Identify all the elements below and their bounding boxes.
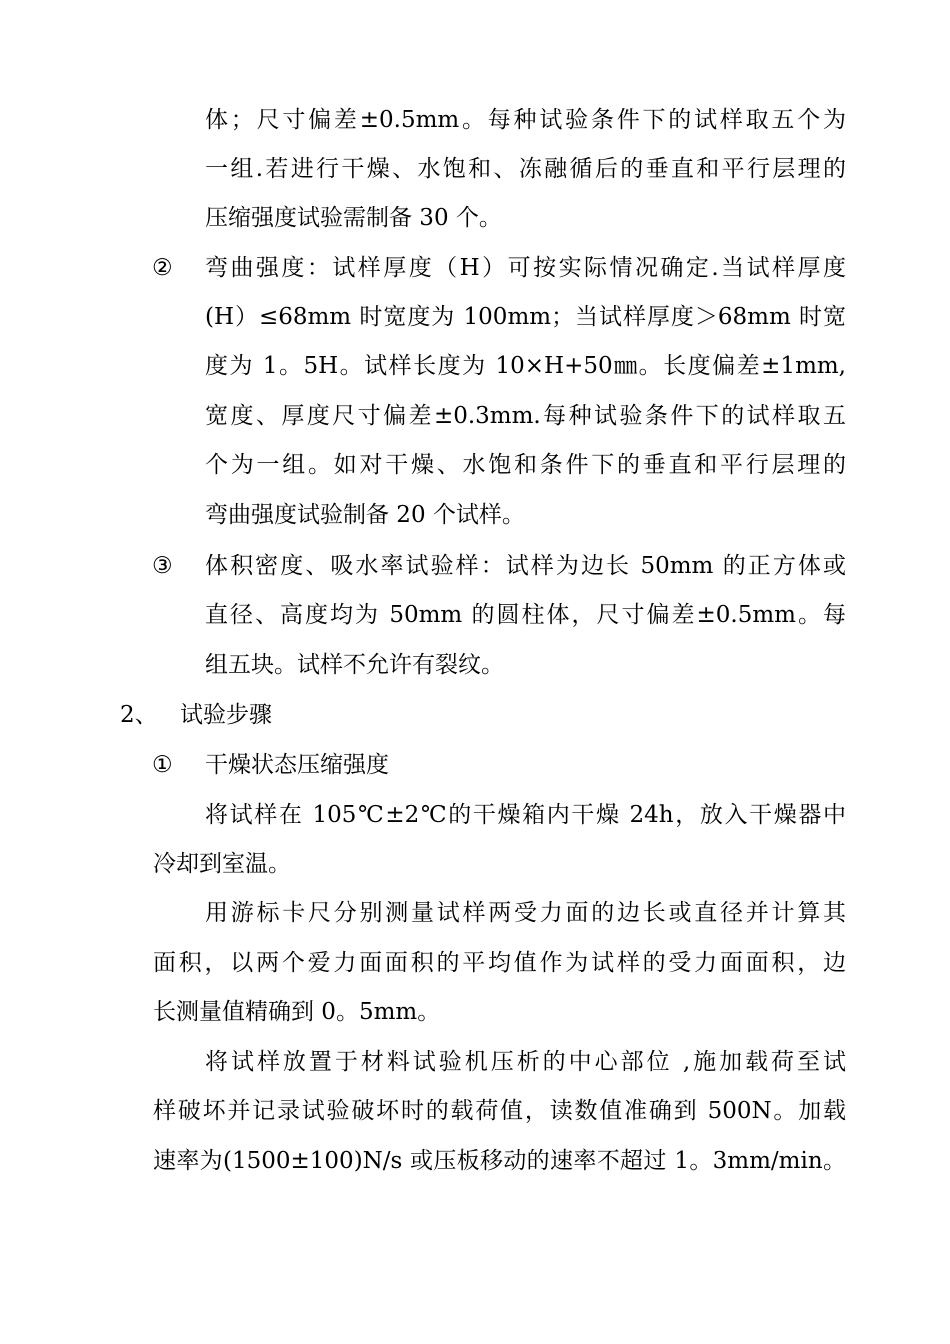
item3-line-3: 组五块。试样不允许有裂纹。 — [205, 652, 504, 678]
para3-line-1: 将试样放置于材料试验机压析的中心部位 ,施加载荷至试 — [205, 1049, 846, 1075]
step1-marker: ① — [152, 752, 173, 778]
para1-line-2: 冷却到室温。 — [153, 851, 291, 877]
para3-line-3: 速率为(1500±100)N/s 或压板移动的速率不超过 1。3mm/min。 — [153, 1148, 846, 1174]
item1-continuation-line-1: 体；尺寸偏差±0.5mm。每种试验条件下的试样取五个为 — [205, 107, 846, 133]
item3-line-2: 直径、高度均为 50mm 的圆柱体，尺寸偏差±0.5mm。每 — [205, 602, 846, 628]
item2-line-1: 弯曲强度：试样厚度（H）可按实际情况确定.当试样厚度 — [205, 255, 846, 281]
item3-line-1: 体积密度、吸水率试验样：试样为边长 50mm 的正方体或 — [205, 553, 846, 579]
step1-title: 干燥状态压缩强度 — [205, 752, 389, 778]
item1-continuation-line-2: 一组.若进行干燥、水饱和、冻融循后的垂直和平行层理的 — [205, 156, 846, 182]
para2-line-1: 用游标卡尺分别测量试样两受力面的边长或直径并计算其 — [205, 900, 846, 926]
item2-marker: ② — [152, 255, 173, 281]
item1-continuation-line-3: 压缩强度试验需制备 30 个。 — [205, 205, 502, 231]
section-title: 试验步骤 — [180, 702, 272, 728]
para1-line-1: 将试样在 105℃±2℃的干燥箱内干燥 24h，放入干燥器中 — [205, 802, 846, 828]
item2-line-3: 度为 1。5H。试样长度为 10×H+50㎜。长度偏差±1mm, — [205, 353, 846, 379]
para3-line-2: 样破坏并记录试验破坏时的载荷值，读数值准确到 500N。加载 — [153, 1098, 846, 1124]
para2-line-2: 面积，以两个爱力面面积的平均值作为试样的受力面面积，边 — [153, 950, 846, 976]
item2-line-5: 个为一组。如对干燥、水饱和条件下的垂直和平行层理的 — [205, 452, 846, 478]
item2-line-2: (H）≤68mm 时宽度为 100mm；当试样厚度＞68mm 时宽 — [205, 304, 846, 330]
section-number: 2、 — [120, 702, 158, 728]
para2-line-3: 长测量值精确到 0。5mm。 — [153, 999, 441, 1025]
item2-line-4: 宽度、厚度尺寸偏差±0.3mm.每种试验条件下的试样取五 — [205, 403, 846, 429]
item3-marker: ③ — [152, 553, 173, 579]
item2-line-6: 弯曲强度试验制备 20 个试样。 — [205, 502, 525, 528]
